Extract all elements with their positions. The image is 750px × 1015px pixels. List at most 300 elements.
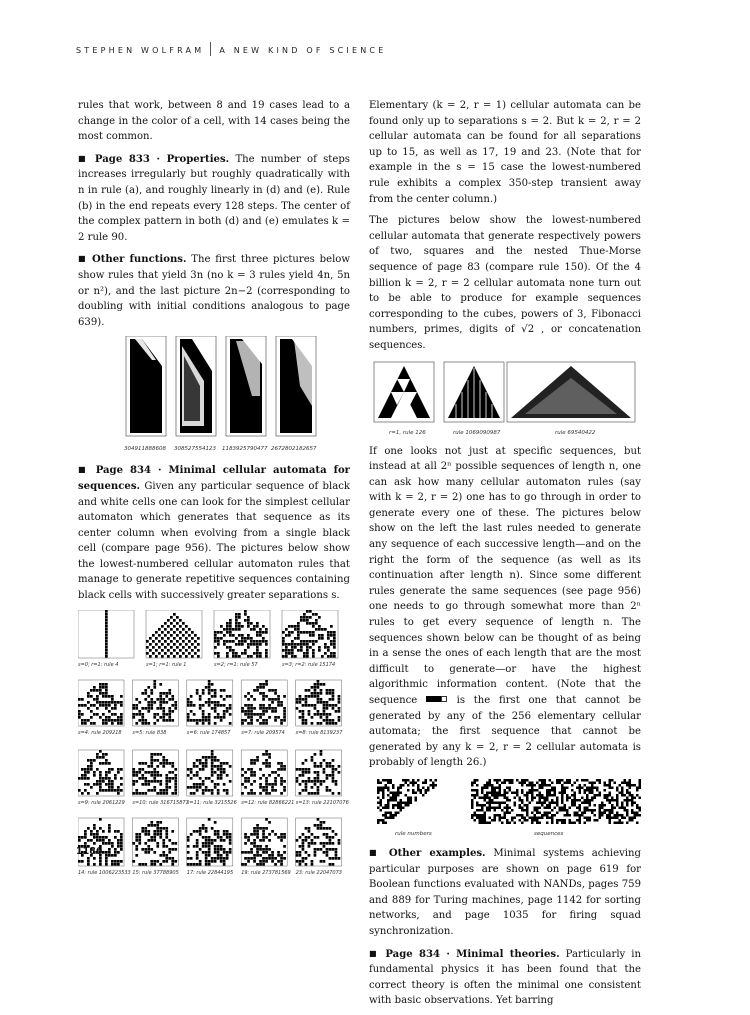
ca-cell	[226, 655, 229, 658]
ca-cell	[317, 686, 320, 689]
ca-cell	[108, 771, 111, 774]
ca-cell	[323, 845, 326, 848]
ca-cell	[105, 774, 108, 777]
ca-cell	[315, 619, 318, 622]
ca-cell	[609, 809, 612, 812]
ca-cell	[259, 722, 262, 725]
ca-cell	[594, 819, 597, 822]
ca-cell	[579, 816, 582, 819]
ca-cell	[153, 771, 156, 774]
ca-cell	[226, 625, 229, 628]
ca-cell	[159, 789, 162, 792]
ca-cell	[326, 836, 329, 839]
ca-cell	[120, 848, 123, 851]
ca-cell	[111, 707, 114, 710]
ca-cell	[496, 814, 499, 817]
ca-cell	[546, 806, 549, 809]
ca-cell	[479, 821, 482, 824]
ca-cell	[132, 842, 135, 845]
ca-cell	[155, 655, 158, 658]
ca-cell	[117, 701, 120, 704]
ca-cell	[544, 814, 547, 817]
ca-cell	[208, 863, 211, 866]
ca-cell	[162, 707, 165, 710]
ca-cell	[599, 794, 602, 797]
ca-cell	[589, 801, 592, 804]
ca-cell	[308, 689, 311, 692]
ca-cell	[636, 806, 639, 809]
ca-cell	[604, 784, 607, 787]
ca-cell	[205, 827, 208, 830]
ca-cell	[153, 713, 156, 716]
ca-cell	[120, 842, 123, 845]
ca-cell	[309, 610, 312, 613]
ca-cell	[581, 796, 584, 799]
ca-cell	[144, 851, 147, 854]
ca-cell	[232, 628, 235, 631]
ca-cell	[135, 836, 138, 839]
ca-cell	[576, 811, 579, 814]
ca-cell	[174, 848, 177, 851]
ca-cell	[320, 701, 323, 704]
ca-cell	[105, 619, 108, 622]
ca-cell	[159, 704, 162, 707]
ca-cell	[238, 643, 241, 646]
ca-cell	[208, 848, 211, 851]
ca-cell	[220, 689, 223, 692]
ca-cell	[305, 789, 308, 792]
ca-cell	[244, 710, 247, 713]
ca-cell	[156, 707, 159, 710]
ca-cell	[271, 789, 274, 792]
ca-cell	[594, 804, 597, 807]
ca-cell	[476, 816, 479, 819]
ca-cell	[114, 830, 117, 833]
ca-cell	[144, 833, 147, 836]
ca-cell	[238, 628, 241, 631]
ca-cell	[314, 851, 317, 854]
ca-cell	[382, 789, 385, 792]
ca-cell	[323, 780, 326, 783]
ca-cell	[158, 646, 161, 649]
ca-cell	[314, 762, 317, 765]
ca-cell	[241, 634, 244, 637]
ca-cell	[556, 819, 559, 822]
ca-cell	[317, 680, 320, 683]
ca-thumbnail	[132, 750, 178, 796]
ca-cell	[484, 811, 487, 814]
ca-cell	[504, 779, 507, 782]
ca-cell	[253, 842, 256, 845]
ca-cell	[165, 780, 168, 783]
ca-cell	[526, 806, 529, 809]
ca-cell	[262, 860, 265, 863]
ca-cell	[531, 819, 534, 822]
ca-cell	[135, 854, 138, 857]
ca-cell	[241, 710, 244, 713]
ca-cell	[84, 719, 87, 722]
ca-cell	[297, 625, 300, 628]
ca-cell	[111, 845, 114, 848]
ca-cell	[190, 704, 193, 707]
ca-cell	[168, 716, 171, 719]
ca-cell	[302, 719, 305, 722]
ca-cell	[332, 759, 335, 762]
ca-cell	[300, 619, 303, 622]
ca-cell	[114, 836, 117, 839]
ca-cell	[544, 796, 547, 799]
ca-cell	[102, 842, 105, 845]
ca-cell	[93, 722, 96, 725]
ca-cell	[332, 830, 335, 833]
ca-cell	[232, 649, 235, 652]
ca-cell	[250, 637, 253, 640]
ca-cell	[519, 806, 522, 809]
ca-cell	[158, 628, 161, 631]
ca-cell	[395, 794, 398, 797]
ca-cell	[153, 716, 156, 719]
ca-cell	[90, 830, 93, 833]
ca-cell	[179, 655, 182, 658]
ca-cell	[168, 713, 171, 716]
ca-cell	[241, 863, 244, 866]
ca-cell	[491, 806, 494, 809]
ca-cell	[311, 686, 314, 689]
ca-cell	[202, 762, 205, 765]
ca-cell	[78, 698, 81, 701]
ca-cell	[566, 814, 569, 817]
ca-cell	[297, 649, 300, 652]
ca-cell	[265, 643, 268, 646]
ca-cell	[241, 707, 244, 710]
ca-cell	[332, 792, 335, 795]
ca-cell	[584, 811, 587, 814]
ca-cell	[253, 640, 256, 643]
ca-cell	[253, 625, 256, 628]
ca-cell	[621, 816, 624, 819]
ca-cell	[259, 686, 262, 689]
ca-cell	[226, 762, 229, 765]
ca-cell	[280, 836, 283, 839]
ca-cell	[554, 801, 557, 804]
ca-cell	[265, 707, 268, 710]
ca-cell	[153, 759, 156, 762]
ca-cell	[214, 833, 217, 836]
ca-cell	[506, 811, 509, 814]
ca-cell	[333, 643, 336, 646]
ca-cell	[247, 646, 250, 649]
ca-cell	[174, 707, 177, 710]
ca-cell	[305, 836, 308, 839]
ca-cell	[250, 848, 253, 851]
ca-cell	[412, 789, 415, 792]
ca-cell	[524, 794, 527, 797]
ca-cell	[329, 839, 332, 842]
ca-cell	[326, 716, 329, 719]
ca-cell	[305, 704, 308, 707]
ca-cell	[81, 719, 84, 722]
ca-cell	[317, 765, 320, 768]
ca-cell	[190, 701, 193, 704]
ca-cell	[102, 695, 105, 698]
ca-cell	[300, 640, 303, 643]
ca-cell	[153, 830, 156, 833]
ca-cell	[196, 786, 199, 789]
ca-cell	[226, 792, 229, 795]
ca-cell	[217, 716, 220, 719]
ca-cell	[162, 854, 165, 857]
ca-cell	[504, 801, 507, 804]
ca-cell	[223, 839, 226, 842]
ca-cell	[214, 845, 217, 848]
ca-cell	[484, 796, 487, 799]
ca-cell	[407, 804, 410, 807]
ca-cell	[153, 789, 156, 792]
ca-cell	[323, 827, 326, 830]
ca-cell	[256, 652, 259, 655]
ca-cell	[90, 833, 93, 836]
ca-cell	[564, 789, 567, 792]
ca-cell	[385, 806, 388, 809]
ca-cell	[329, 842, 332, 845]
ca-cell	[308, 830, 311, 833]
ca-cell	[114, 789, 117, 792]
ca-cell	[223, 704, 226, 707]
ca-cell	[170, 628, 173, 631]
ca-cell	[244, 786, 247, 789]
ca-cell	[327, 631, 330, 634]
ca-thumbnail	[78, 750, 124, 796]
ca-cell	[194, 640, 197, 643]
ca-cell	[285, 652, 288, 655]
ca-cell	[571, 801, 574, 804]
right-column	[369, 98, 641, 1015]
ca-cell	[108, 695, 111, 698]
ca-cell	[193, 786, 196, 789]
ca-cell	[93, 704, 96, 707]
ca-cell	[400, 791, 403, 794]
ca-cell	[153, 833, 156, 836]
ca-cell	[153, 786, 156, 789]
ca-cell	[114, 719, 117, 722]
ca-cell	[486, 781, 489, 784]
ca-cell	[120, 845, 123, 848]
ca-cell	[259, 863, 262, 866]
ca-cell	[539, 784, 542, 787]
ca-cell	[539, 816, 542, 819]
ca-cell	[606, 794, 609, 797]
ca-cell	[531, 811, 534, 814]
ca-cell	[108, 777, 111, 780]
ca-cell	[159, 753, 162, 756]
ca-cell	[105, 851, 108, 854]
ca-cell	[149, 637, 152, 640]
ca-cell	[323, 713, 326, 716]
ca-cell	[268, 753, 271, 756]
ca-cell	[335, 768, 338, 771]
ca-cell	[138, 839, 141, 842]
ca-cell	[317, 780, 320, 783]
ca-cell	[385, 814, 388, 817]
ca-cell	[306, 616, 309, 619]
ca-cell	[187, 839, 190, 842]
ca-cell	[499, 784, 502, 787]
ca-cell	[217, 848, 220, 851]
ca-cell	[117, 722, 120, 725]
ca-cell	[317, 848, 320, 851]
ca-cell	[514, 791, 517, 794]
ca-cell	[574, 791, 577, 794]
ca-cell	[241, 643, 244, 646]
ca-cell	[299, 783, 302, 786]
ca-cell	[489, 804, 492, 807]
ca-cell	[626, 801, 629, 804]
ca-cell	[499, 804, 502, 807]
ca-cell	[606, 796, 609, 799]
ca-cell	[253, 643, 256, 646]
ca-cell	[609, 784, 612, 787]
ca-cell	[211, 789, 214, 792]
ca-cell	[202, 704, 205, 707]
ca-cell	[174, 768, 177, 771]
ca-cell	[299, 768, 302, 771]
ca-cell	[599, 809, 602, 812]
ca-cell	[589, 791, 592, 794]
ca-cell	[105, 649, 108, 652]
ca-cell	[214, 637, 217, 640]
ca-cell	[102, 683, 105, 686]
ca-cell	[415, 791, 418, 794]
ca-cell	[626, 789, 629, 792]
ca-cell	[202, 756, 205, 759]
ca-cell	[179, 643, 182, 646]
ca-cell	[631, 816, 634, 819]
ca-cell	[256, 689, 259, 692]
ca-cell	[208, 836, 211, 839]
ca-cell	[193, 765, 196, 768]
ca-cell	[564, 786, 567, 789]
ca-cell	[566, 811, 569, 814]
ca-cell	[435, 784, 438, 787]
ca-cell	[299, 698, 302, 701]
ca-cell	[338, 842, 341, 845]
ca-cell	[412, 781, 415, 784]
figure-caption: s=6: rule 174857	[186, 729, 231, 736]
ca-cell	[253, 833, 256, 836]
ca-cell	[626, 811, 629, 814]
ca-cell	[235, 628, 238, 631]
ca-cell	[256, 824, 259, 827]
ca-cell	[150, 701, 153, 704]
ca-cell	[162, 792, 165, 795]
ca-cell	[253, 860, 256, 863]
ca-cell	[509, 789, 512, 792]
ca-cell	[190, 786, 193, 789]
right-paragraph-5	[369, 946, 641, 1009]
ca-cell	[323, 821, 326, 824]
ca-cell	[576, 814, 579, 817]
ca-cell	[211, 762, 214, 765]
ca-cell	[90, 759, 93, 762]
ca-cell	[395, 814, 398, 817]
ca-cell	[631, 809, 634, 812]
ca-cell	[338, 710, 341, 713]
ca-cell	[584, 806, 587, 809]
ca-cell	[262, 848, 265, 851]
ca-cell	[141, 827, 144, 830]
ca-cell	[326, 713, 329, 716]
ca-cell	[114, 851, 117, 854]
ca-cell	[105, 637, 108, 640]
ca-cell	[549, 804, 552, 807]
ca-cell	[385, 784, 388, 787]
ca-cell	[199, 704, 202, 707]
ca-cell	[197, 643, 200, 646]
ca-cell	[250, 719, 253, 722]
ca-cell	[78, 860, 81, 863]
ca-cell	[332, 780, 335, 783]
ca-cell	[156, 842, 159, 845]
ca-cell	[417, 779, 420, 782]
ca-cell	[247, 619, 250, 622]
ca-cell	[299, 854, 302, 857]
ca-cell	[317, 722, 320, 725]
ca-cell	[297, 622, 300, 625]
ca-cell	[99, 771, 102, 774]
ca-cell	[144, 780, 147, 783]
ca-cell	[105, 652, 108, 655]
ca-cell	[312, 655, 315, 658]
ca-cell	[504, 796, 507, 799]
ca-cell	[549, 794, 552, 797]
ca-cell	[220, 631, 223, 634]
ca-cell	[153, 863, 156, 866]
ca-cell	[519, 799, 522, 802]
ca-cell	[320, 750, 323, 753]
ca-cell	[102, 756, 105, 759]
ca-cell	[285, 649, 288, 652]
ca-cell	[332, 719, 335, 722]
ca-cell	[302, 771, 305, 774]
ca-cell	[250, 710, 253, 713]
ca-cell	[484, 819, 487, 822]
ca-cell	[639, 781, 642, 784]
ca-cell	[332, 692, 335, 695]
ca-cell	[265, 628, 268, 631]
para-body: If one looks not just at specific sequences, but instead at all 2ⁿ possible sequences of length n, one can ask how many cellular automaton rules (say with k = 2, r = 2) one has to go through in order to generate every one of these. The pictures below show on the left the last rules needed to generate any sequence of each successive length—and on the right the form of the sequence (as well as its continuation after length n). Since some different rules generate the same sequences (see page 956) one needs to go through somewhat more than 2ⁿ rules to get every sequence of length n. The sequences shown below can be thought of as being in a sense the ones of each length that are the most difficult to generate—or have the highest algorithmic information content. (Note that the sequence	[369, 445, 641, 706]
ca-cell	[208, 854, 211, 857]
ca-cell	[211, 701, 214, 704]
ca-cell	[208, 719, 211, 722]
ca-cell	[250, 643, 253, 646]
ca-cell	[564, 819, 567, 822]
ca-cell	[144, 707, 147, 710]
ca-cell	[385, 804, 388, 807]
ca-cell	[282, 637, 285, 640]
ca-cell	[591, 791, 594, 794]
ca-cell	[96, 756, 99, 759]
ca-cell	[187, 836, 190, 839]
ca-cell	[111, 719, 114, 722]
ca-cell	[223, 863, 226, 866]
ca-cell	[524, 779, 527, 782]
ca-cell	[314, 771, 317, 774]
ca-cell	[387, 779, 390, 782]
ca-cell	[247, 836, 250, 839]
ca-cell	[559, 779, 562, 782]
ca-cell	[253, 845, 256, 848]
ca-cell	[302, 713, 305, 716]
